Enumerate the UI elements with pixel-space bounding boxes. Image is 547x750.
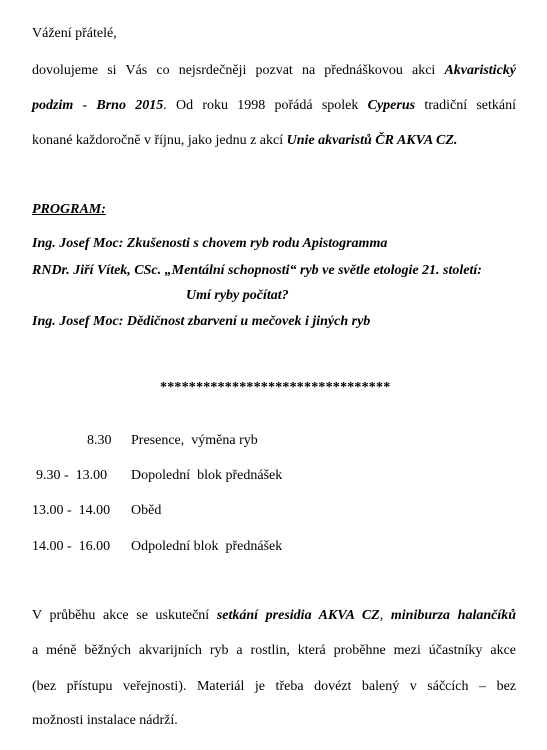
schedule-item: Presence, výměna ryb	[131, 433, 258, 448]
organizer-name: Cyperus	[367, 98, 416, 113]
closing-line-4: možnosti instalace nádrží.	[32, 713, 178, 728]
union-name: Unie akvaristů ČR AKVA CZ.	[286, 133, 458, 148]
talk-2-speaker: RNDr. Jiří Vítek, CSc. „Mentální schopnosti“	[32, 263, 297, 278]
intro-text: tradiční setkání	[415, 98, 516, 113]
schedule-time: 14.00 - 16.00	[32, 539, 111, 554]
event-name: Akvaristický	[444, 63, 516, 78]
closing-text: ,	[379, 608, 391, 623]
closing-line-2: a méně běžných akvarijních ryb a rostlin, která proběhne mezi účastníky akce	[32, 643, 516, 658]
program-talk-3: Ing. Josef Moc: Dědičnost zbarvení u mečovek i jiných ryb	[32, 314, 371, 329]
intro-line-1	[32, 63, 516, 79]
schedule-time: 9.30 - 13.00	[36, 468, 108, 483]
program-heading: PROGRAM:	[32, 202, 106, 217]
mini-market: miniburza halančíků	[390, 608, 517, 623]
closing-line-1	[32, 608, 516, 624]
closing-text: V průběhu akce se uskuteční	[32, 608, 217, 623]
separator: ********************************	[160, 380, 391, 395]
intro-text: dovolujeme si Vás co nejsrdečněji pozvat na přednáškovou akci	[32, 63, 445, 78]
intro-text: . Od roku 1998 pořádá spolek	[163, 98, 368, 113]
closing-line-3: (bez přístupu veřejnosti). Materiál je třeba dovézt balený v sáčcích – bez	[32, 679, 516, 694]
schedule-item: Oběd	[131, 503, 162, 518]
intro-line-3	[32, 133, 457, 149]
schedule-item: Odpolední blok přednášek	[131, 539, 283, 554]
schedule-time: 8.30	[87, 433, 112, 448]
schedule-time: 13.00 - 14.00	[32, 503, 111, 518]
program-talk-1: Ing. Josef Moc: Zkušenosti s chovem ryb rodu Apistogramma	[32, 236, 388, 251]
presidium-meeting: setkání presidia AKVA CZ	[216, 608, 380, 623]
program-talk-2	[32, 263, 482, 279]
program-talk-2-subtitle: Umí ryby počítat?	[186, 288, 289, 303]
intro-line-2	[32, 98, 516, 114]
greeting: Vážení přátelé,	[32, 26, 117, 41]
event-name-cont: podzim - Brno 2015	[32, 98, 164, 113]
talk-2-title: ryb ve světle etologie 21. století:	[296, 263, 482, 278]
intro-text: konané každoročně v říjnu, jako jednu z akcí	[32, 133, 287, 148]
schedule-item: Dopolední blok přednášek	[131, 468, 283, 483]
